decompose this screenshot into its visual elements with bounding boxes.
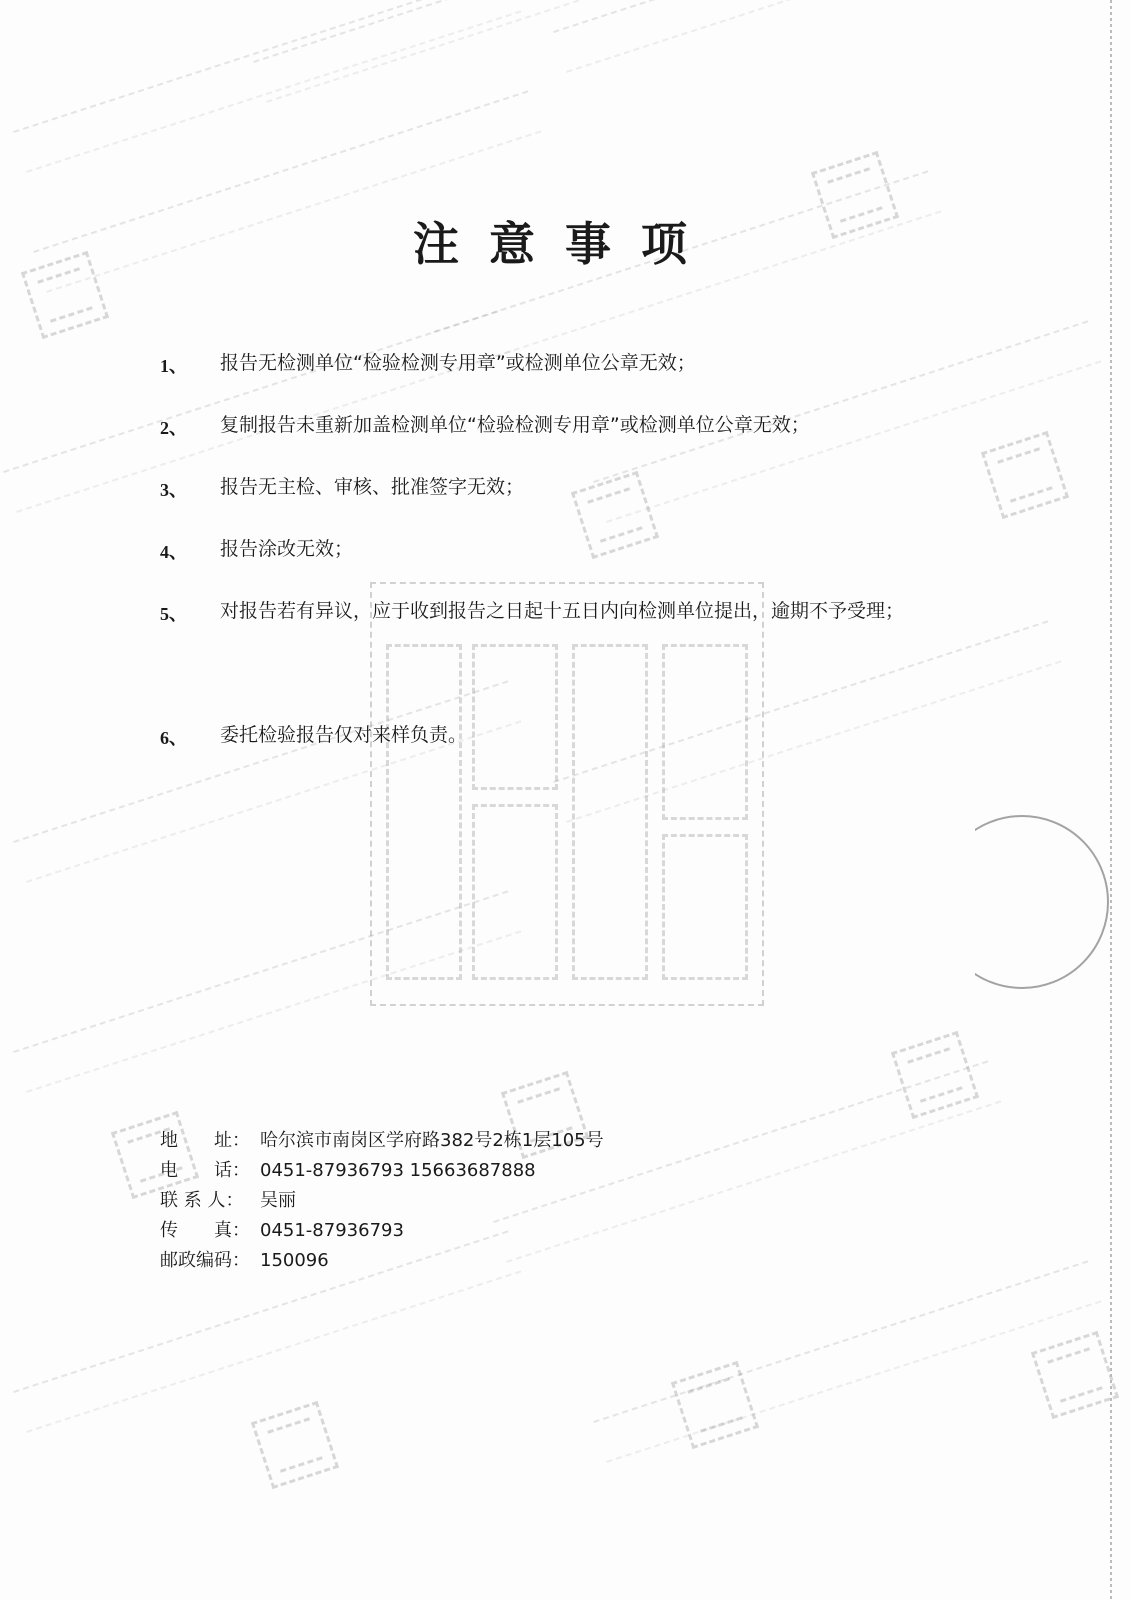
fax-label: 传 真： [160,1220,250,1241]
fax-value: 0451-87936793 [260,1220,404,1241]
watermark-band [13,0,521,173]
address-value: 哈尔滨市南岗区学府路382号2栋1层105号 [260,1130,604,1151]
watermark-band [253,0,761,103]
list-item [160,724,980,786]
page-title: 注意事项 [413,217,717,271]
postcode-label: 邮政编码： [160,1250,250,1271]
company-seal-stamp [935,815,1109,989]
list-item-number: 1、 [160,356,187,376]
watermark-logo-icon [251,1401,339,1489]
postcode-value: 150096 [260,1250,329,1271]
person-label: 联 系 人： [160,1190,244,1211]
list-item-number: 4、 [160,542,187,562]
notes-list [160,352,980,786]
person-value: 吴丽 [260,1190,296,1211]
watermark-band [493,1060,1001,1263]
list-item-number: 5、 [160,604,187,624]
address-label: 地 址： [160,1130,250,1151]
list-item-text: 报告无主检、审核、批准签字无效； [220,476,525,498]
list-item-text: 复制报告未重新加盖检测单位“检验检测专用章”或检测单位公章无效； [220,414,810,436]
watermark-logo-icon [891,1031,979,1119]
watermark-band [553,0,1061,73]
watermark-logo-icon [671,1361,759,1449]
list-item-text: 报告涂改无效； [220,538,354,560]
list-item-text: 委托检验报告仅对来样负责。 [220,724,468,746]
list-item-text: 对报告若有异议，应于收到报告之日起十五日内向检测单位提出，逾期不予受理； [220,600,905,622]
watermark-logo-icon [1031,1331,1119,1419]
list-item-number: 3、 [160,480,187,500]
watermark-band [593,1260,1101,1463]
list-item-number: 6、 [160,728,187,748]
watermark-logo-icon [981,431,1069,519]
watermark-band [13,890,521,1093]
list-item-text: 报告无检测单位“检验检测专用章”或检测单位公章无效； [220,352,696,374]
phone-value: 0451-87936793 15663687888 [260,1160,536,1181]
list-item-number: 2、 [160,418,187,438]
phone-label: 电 话： [160,1160,250,1181]
